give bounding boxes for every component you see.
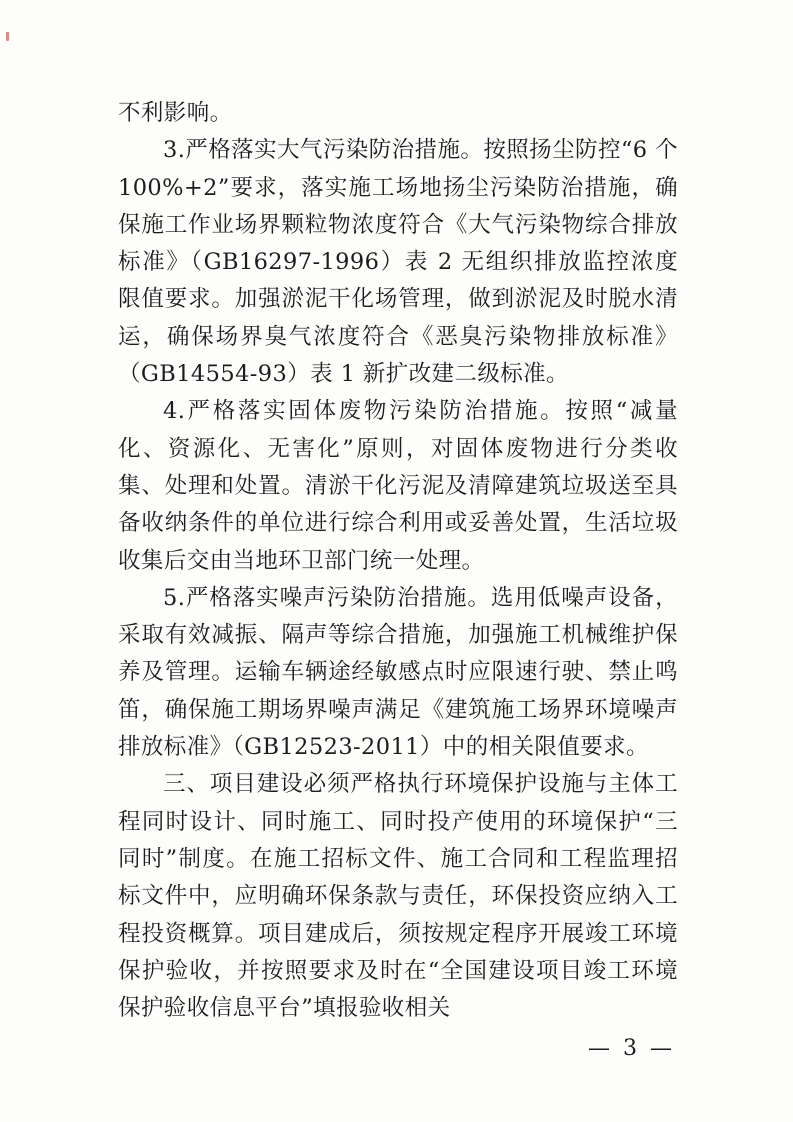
paragraph-item-5-noise: 5.严格落实噪声污染防治措施。选用低噪声设备，采取有效减振、隔声等综合措施，加强施工机械维护保养及管理。运输车辆途经敏感点时应限速行驶、禁止鸣笛，确保施工期场界噪声满足《建筑施工场界环境噪声排放标准》（GB12523-2011）中的相关限值要求。 <box>118 584 678 761</box>
margin-mark <box>6 32 9 41</box>
document-body <box>118 95 678 1027</box>
paragraph-item-4-solid-waste: 4.严格落实固体废物污染防治措施。按照“减量化、资源化、无害化”原则，对固体废物进行分类收集、处理和处置。清淤干化污泥及清障建筑垃圾送至具备收纳条件的单位进行综合利用或妥善处置，生活垃圾收集后交由当地环卫部门统一处理。 <box>118 398 678 574</box>
paragraph-section-3-three-simultaneous: 三、项目建设必须严格执行环境保护设施与主体工程同时设计、同时施工、同时投产使用的环境保护“三同时”制度。在施工招标文件、施工合同和工程监理招标文件中，应明确环保条款与责任，环保投资应纳入工程投资概算。项目建成后，须按规定程序开展竣工环境保护验收，并按照要求及时在“全国建设项目竣工环境保护验收信息平台”填报验收相关 <box>118 771 678 1022</box>
page-number: — 3 — <box>588 1036 675 1061</box>
paragraph-item-3-air-pollution: 3.严格落实大气污染防治措施。按照扬尘防控“6 个100%+2”要求，落实施工场地扬尘污染防治措施，确保施工作业场界颗粒物浓度符合《大气污染物综合排放标准》（GB16297-1996）表 2 无组织排放监控浓度限值要求。加强淤泥干化场管理，做到淤泥及时脱水清运，确保场界臭气浓度符合《恶臭污染物排放标准》（GB14554-93）表 1 新扩改建二级标准。 <box>118 137 678 388</box>
paragraph-continuation: 不利影响。 <box>118 100 233 126</box>
